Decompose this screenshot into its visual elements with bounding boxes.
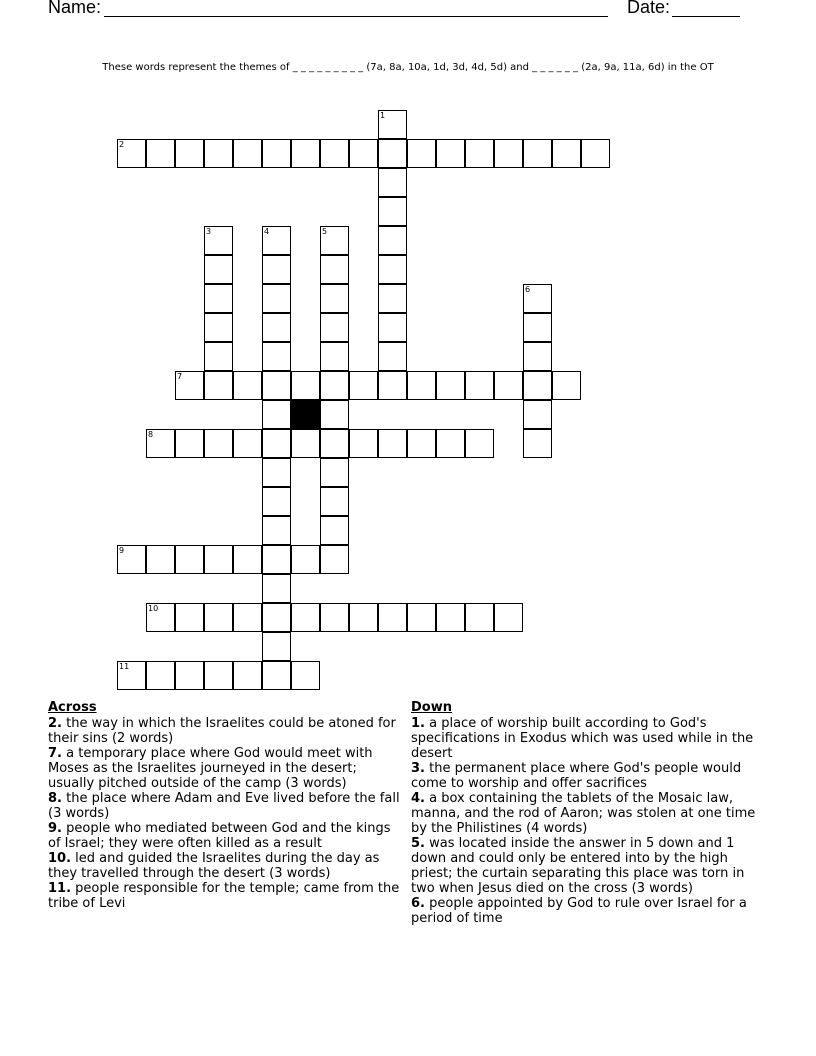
clue-text: the way in which the Israelites could be atoned for their sins (2 words) [48,716,396,746]
grid-cell[interactable] [262,400,291,429]
grid-cell[interactable] [262,632,291,661]
grid-cell[interactable] [465,429,494,458]
clue-text: was located inside the answer in 5 down and 1 down and could only be entered into by the high priest; the curtain separating this place was torn in two when Jesus died on the cross (3 words) [411,836,745,896]
grid-cell[interactable] [175,661,204,690]
grid-cell[interactable] [436,603,465,632]
grid-cell[interactable] [262,661,291,690]
grid-cell[interactable] [146,603,175,632]
grid-cell[interactable] [291,371,320,400]
grid-cell[interactable] [262,516,291,545]
grid-cell[interactable] [378,313,407,342]
grid-cell[interactable] [436,139,465,168]
grid-cell[interactable] [436,371,465,400]
grid-cell[interactable] [494,603,523,632]
grid-cell[interactable] [349,603,378,632]
grid-cell[interactable] [262,342,291,371]
clue-text: people who mediated between God and the kings of Israel; they were often killed as a result [48,821,391,851]
grid-cell[interactable] [523,313,552,342]
grid-cell[interactable] [407,139,436,168]
grid-cell[interactable] [175,545,204,574]
clue-text: the place where Adam and Eve lived before the fall (3 words) [48,791,400,821]
grid-cell[interactable] [320,516,349,545]
grid-cell[interactable] [233,429,262,458]
clue-text: a place of worship built according to God's specifications in Exodus which was used while in the desert [411,716,754,761]
clue-text: people responsible for the temple; came from the tribe of Levi [48,881,400,911]
grid-cell[interactable] [523,400,552,429]
down-clue-1 [411,716,766,761]
clue-text: the permanent place where God's people would come to worship and offer sacrifices [411,761,742,791]
clue-number: 11. [48,881,72,896]
grid-cell[interactable] [320,429,349,458]
cell-number: 9 [119,546,125,555]
clue-text: led and guided the Israelites during the day as they travelled through the desert (3 words) [48,851,380,881]
grid-cell[interactable] [175,603,204,632]
grid-cell[interactable] [204,603,233,632]
clue-number: 3. [411,761,425,776]
theme-instructions: These words represent the themes of _ _ _ _ _ _ _ _ _ (7a, 8a, 10a, 1d, 3d, 4d, 5d) and _ _ _ _ _ _ (2a, 9a, 11a, 6d) in the OT [102,62,714,73]
grid-cell[interactable] [262,487,291,516]
grid-cell[interactable] [204,139,233,168]
grid-cell[interactable] [233,545,262,574]
grid-cell[interactable] [378,342,407,371]
grid-cell[interactable] [204,226,233,255]
cell-number: 6 [525,285,531,294]
grid-cell[interactable] [204,284,233,313]
grid-cell[interactable] [523,342,552,371]
cell-number: 8 [148,430,154,439]
grid-cell[interactable] [233,139,262,168]
grid-cell[interactable] [320,603,349,632]
grid-cell[interactable] [378,255,407,284]
grid-cell[interactable] [436,429,465,458]
grid-cell[interactable] [175,139,204,168]
grid-cell[interactable] [320,371,349,400]
across-clue-7 [48,746,403,791]
grid-cell[interactable] [262,545,291,574]
grid-cell[interactable] [233,661,262,690]
grid-cell[interactable] [465,139,494,168]
clue-number: 1. [411,716,425,731]
grid-cell[interactable] [204,313,233,342]
grid-cell[interactable] [494,139,523,168]
clue-text: a temporary place where God would meet with Moses as the Israelites journeyed in the desert; usually pitched outside of the camp (3 words) [48,746,373,791]
across-clue-10 [48,851,403,881]
clue-number: 8. [48,791,62,806]
name-label: Name: [48,0,102,17]
grid-cell[interactable] [378,603,407,632]
grid-cell[interactable] [378,139,407,168]
clue-text: people appointed by God to rule over Israel for a period of time [411,896,747,926]
grid-cell[interactable] [291,429,320,458]
grid-cell[interactable] [233,603,262,632]
grid-cell[interactable] [204,371,233,400]
grid-cell[interactable] [320,139,349,168]
grid-cell[interactable] [262,313,291,342]
across-clue-9 [48,821,403,851]
cell-number: 10 [148,604,159,613]
grid-cell[interactable] [262,603,291,632]
grid-cell[interactable] [262,255,291,284]
down-clues [411,700,766,926]
across-clue-8 [48,791,403,821]
down-clue-4 [411,791,766,836]
grid-cell[interactable] [262,226,291,255]
grid-cell[interactable] [262,139,291,168]
grid-cell[interactable] [349,139,378,168]
grid-cell[interactable] [175,371,204,400]
grid-cell[interactable] [378,226,407,255]
cell-number: 4 [264,227,270,236]
grid-cell[interactable] [146,545,175,574]
grid-cell[interactable] [349,429,378,458]
across-clue-11 [48,881,403,911]
grid-cell[interactable] [204,429,233,458]
grid-cell[interactable] [320,226,349,255]
grid-cell[interactable] [146,429,175,458]
clue-number: 9. [48,821,62,836]
date-label: Date: [627,0,671,17]
grid-cell[interactable] [552,139,581,168]
cell-number: 2 [119,140,125,149]
down-clue-3 [411,761,766,791]
grid-cell[interactable] [552,371,581,400]
cell-number: 7 [177,372,183,381]
grid-cell[interactable] [523,139,552,168]
grid-cell[interactable] [117,661,146,690]
grid-cell[interactable] [146,139,175,168]
grid-cell[interactable] [262,458,291,487]
grid-cell[interactable] [320,400,349,429]
across-clues [48,700,403,911]
down-clue-6 [411,896,766,926]
grid-cell[interactable] [349,371,378,400]
grid-cell[interactable] [465,371,494,400]
grid-cell[interactable] [378,197,407,226]
grid-cell[interactable] [320,342,349,371]
grid-cell[interactable] [291,139,320,168]
grid-cell[interactable] [378,168,407,197]
clue-number: 10. [48,851,72,866]
clue-number: 6. [411,896,425,911]
clue-number: 2. [48,716,62,731]
grid-cell[interactable] [175,429,204,458]
clue-text: a box containing the tablets of the Mosaic law, manna, and the rod of Aaron; was stolen at one time by the Philistines (4 words) [411,791,756,836]
grid-cell[interactable] [262,574,291,603]
cell-number: 1 [380,111,386,120]
grid-cell[interactable] [291,661,320,690]
grid-cell[interactable] [204,545,233,574]
black-cell [291,400,320,429]
grid-cell[interactable] [378,284,407,313]
grid-cell[interactable] [117,545,146,574]
grid-cell[interactable] [494,371,523,400]
grid-cell[interactable] [262,371,291,400]
grid-cell[interactable] [523,429,552,458]
grid-cell[interactable] [291,603,320,632]
grid-cell[interactable] [320,487,349,516]
grid-cell[interactable] [407,429,436,458]
across-heading: Across [48,700,97,715]
clue-number: 7. [48,746,62,761]
grid-cell[interactable] [378,371,407,400]
grid-cell[interactable] [523,284,552,313]
grid-cell[interactable] [117,139,146,168]
grid-cell[interactable] [378,429,407,458]
grid-cell[interactable] [204,255,233,284]
grid-cell[interactable] [146,661,175,690]
clue-number: 4. [411,791,425,806]
down-clue-5 [411,836,766,896]
down-heading: Down [411,700,452,715]
cell-number: 5 [322,227,328,236]
grid-cell[interactable] [581,139,610,168]
grid-cell[interactable] [320,545,349,574]
grid-cell[interactable] [465,603,494,632]
grid-cell[interactable] [320,313,349,342]
grid-cell[interactable] [233,371,262,400]
cell-number: 3 [206,227,212,236]
grid-cell[interactable] [320,255,349,284]
grid-cell[interactable] [291,545,320,574]
grid-cell[interactable] [204,661,233,690]
grid-cell[interactable] [320,284,349,313]
grid-cell[interactable] [204,342,233,371]
grid-cell[interactable] [407,603,436,632]
grid-cell[interactable] [523,371,552,400]
across-clue-2 [48,716,403,746]
grid-cell[interactable] [262,429,291,458]
grid-cell[interactable] [262,284,291,313]
grid-cell[interactable] [407,371,436,400]
cell-number: 11 [119,662,130,671]
grid-cell[interactable] [320,458,349,487]
grid-cell[interactable] [378,110,407,139]
clue-number: 5. [411,836,425,851]
